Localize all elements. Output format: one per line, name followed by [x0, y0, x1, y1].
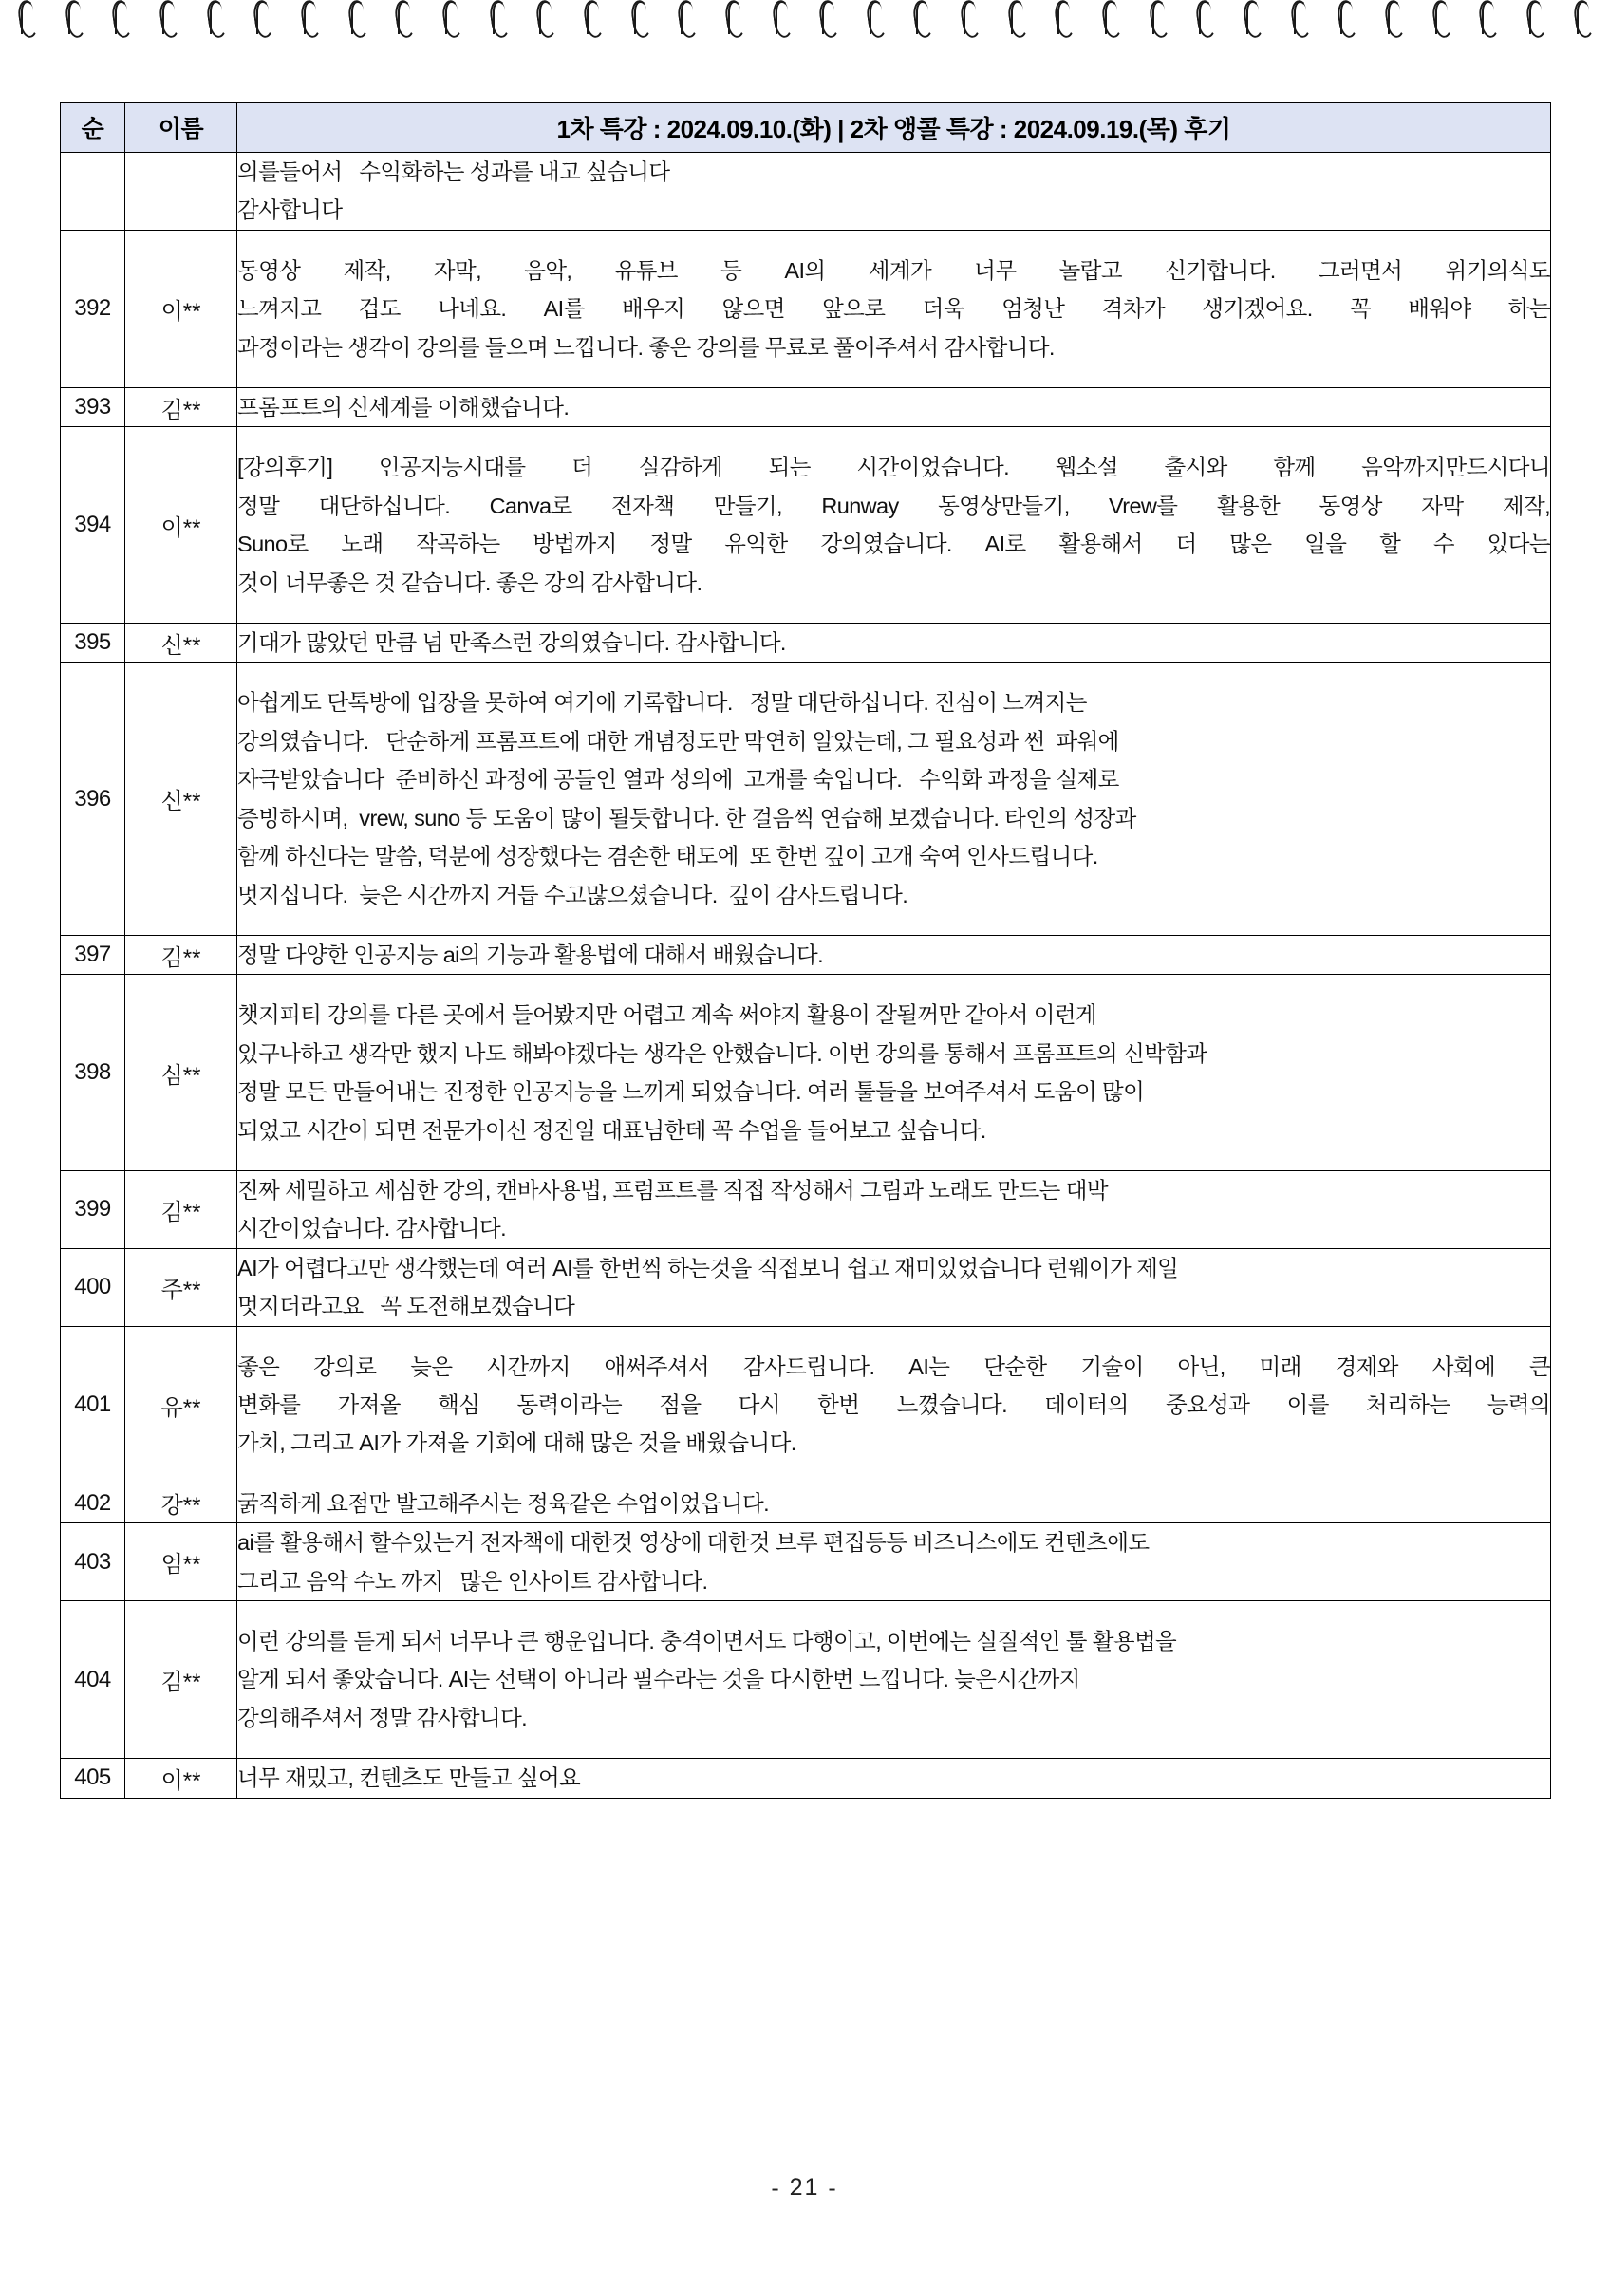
review-text-line: 되었고 시간이 되면 전문가이신 정진일 대표님한테 꼭 수업을 들어보고 싶습니다. [237, 1117, 986, 1143]
cell-number: 392 [61, 230, 125, 387]
spiral-ring-icon [960, 0, 979, 38]
spiral-ring-icon [1525, 0, 1544, 38]
cell-number: 400 [61, 1248, 125, 1326]
table-row [61, 1326, 1551, 1484]
cell-review-text [237, 663, 1551, 935]
cell-review-text [237, 1248, 1551, 1326]
table-row [61, 388, 1551, 427]
cell-number: 403 [61, 1523, 125, 1601]
review-text-line: 감사합니다 [237, 197, 343, 223]
cell-review-text [237, 975, 1551, 1171]
table-row [61, 1484, 1551, 1522]
cell-review-text [237, 230, 1551, 387]
cell-name: 엄** [125, 1523, 237, 1601]
review-text-line: 것이 너무좋은 것 같습니다. 좋은 강의 감사합니다. [237, 569, 702, 595]
spiral-ring-icon [253, 0, 271, 38]
review-text-line: 굵직하게 요점만 발고해주시는 정육같은 수업이었읍니다. [237, 1490, 770, 1516]
cell-review-text [237, 935, 1551, 974]
table-row [61, 153, 1551, 231]
cell-name: 김** [125, 388, 237, 427]
spiral-ring-icon [677, 0, 696, 38]
review-text-line: 멋지더라고요 꼭 도전해보겠습니다 [237, 1294, 575, 1319]
spiral-ring-icon [489, 0, 508, 38]
cell-name: 신** [125, 624, 237, 663]
review-text-line: 멋지십니다. 늦은 시간까지 거듭 수고많으셨습니다. 깊이 감사드립니다. [237, 882, 908, 907]
spiral-ring-icon [535, 0, 554, 38]
spiral-ring-icon [724, 0, 743, 38]
review-text-line: 강의였습니다. 단순하게 프롬프트에 대한 개념정도만 막연히 알았는데, 그 필요성과 썬 파워에 [237, 728, 1119, 754]
review-text-line: 느껴지고 겁도 나네요. AI를 배우지 않으면 앞으로 더욱 엄청난 격차가 생기겠어요. 꼭 배워야 하는 [237, 296, 1550, 322]
cell-name [125, 153, 237, 231]
column-header-name: 이름 [125, 103, 237, 153]
cell-number: 394 [61, 427, 125, 624]
spiral-binding [0, 0, 1609, 44]
cell-number: 397 [61, 935, 125, 974]
review-text-line: ai를 활용해서 할수있는거 전자책에 대한것 영상에 대한것 브루 편집등등 비즈니스에도 컨텐츠에도 [237, 1530, 1150, 1556]
cell-number: 398 [61, 975, 125, 1171]
cell-name: 유** [125, 1326, 237, 1484]
review-text-line: 함께 하신다는 말씀, 덕분에 성장했다는 겸손한 태도에 또 한번 깊이 고개 숙여 인사드립니다. [237, 844, 1098, 869]
table-row [61, 1759, 1551, 1798]
review-text-line: 정말 모든 만들어내는 진정한 인공지능을 느끼게 되었습니다. 여러 툴들을 보여주셔서 도움이 많이 [237, 1079, 1145, 1105]
cell-number: 395 [61, 624, 125, 663]
table-row [61, 1523, 1551, 1601]
review-text-line: 그리고 음악 수노 까지 많은 인사이트 감사합니다. [237, 1568, 708, 1594]
table-row [61, 624, 1551, 663]
spiral-ring-icon [1007, 0, 1026, 38]
spiral-ring-icon [300, 0, 319, 38]
cell-name: 강** [125, 1484, 237, 1522]
spiral-ring-icon [206, 0, 225, 38]
cell-review-text [237, 1759, 1551, 1798]
spiral-ring-icon [1384, 0, 1403, 38]
review-table [60, 102, 1551, 1799]
review-text-line: 시간이었습니다. 감사합니다. [237, 1216, 506, 1241]
cell-name: 이** [125, 230, 237, 387]
review-text-line: 챗지피티 강의를 다른 곳에서 들어봤지만 어렵고 계속 써야지 활용이 잘될꺼만 같아서 이런게 [237, 1002, 1097, 1028]
spiral-ring-icon [1431, 0, 1450, 38]
spiral-ring-icon [630, 0, 649, 38]
column-header-review: 1차 특강 : 2024.09.10.(화) | 2차 앵콜 특강 : 2024.09.19.(목) 후기 [237, 103, 1551, 153]
review-text-line: 가치, 그리고 AI가 가져올 기회에 대해 많은 것을 배웠습니다. [237, 1430, 796, 1456]
spiral-ring-icon [1054, 0, 1073, 38]
spiral-ring-icon [159, 0, 178, 38]
cell-number: 396 [61, 663, 125, 935]
review-text-line: 있구나하고 생각만 했지 나도 해봐야겠다는 생각은 안했습니다. 이번 강의를 통해서 프롬프트의 신박함과 [237, 1040, 1207, 1066]
table-row [61, 1601, 1551, 1759]
spiral-ring-icon [347, 0, 366, 38]
review-text-line: 이런 강의를 듣게 되서 너무나 큰 행운입니다. 충격이면서도 다행이고, 이번에는 실질적인 툴 활용법을 [237, 1629, 1177, 1653]
cell-review-text [237, 388, 1551, 427]
spiral-ring-icon [1290, 0, 1309, 38]
review-text-line: 알게 되서 좋았습니다. AI는 선택이 아니라 필수라는 것을 다시한번 느낍니다. 늦은시간까지 [237, 1667, 1080, 1692]
cell-review-text [237, 1326, 1551, 1484]
spiral-ring-icon [1478, 0, 1497, 38]
spiral-ring-icon [65, 0, 84, 38]
cell-name: 김** [125, 1170, 237, 1248]
cell-review-text [237, 427, 1551, 624]
review-text-line: 정말 다양한 인공지능 ai의 기능과 활용법에 대해서 배웠습니다. [237, 942, 824, 967]
review-text-line: 변화를 가져올 핵심 동력이라는 점을 다시 한번 느꼈습니다. 데이터의 중요성과 이를 처리하는 능력의 [237, 1391, 1550, 1417]
page-sheet [0, 44, 1609, 2296]
cell-review-text [237, 1523, 1551, 1601]
review-text-line: 기대가 많았던 만큼 넘 만족스런 강의였습니다. 감사합니다. [237, 630, 786, 656]
review-text-line: 강의해주셔서 정말 감사합니다. [237, 1705, 528, 1730]
spiral-ring-icon [772, 0, 791, 38]
table-header-row [61, 103, 1551, 153]
spiral-ring-icon [17, 0, 36, 38]
review-text-line: 동영상 제작, 자막, 음악, 유튜브 등 AI의 세계가 너무 놀랍고 신기합니다. 그러면서 위기의식도 [237, 257, 1550, 283]
spiral-ring-icon [1149, 0, 1168, 38]
review-table-container [60, 102, 1550, 1799]
spiral-ring-icon [1243, 0, 1262, 38]
table-row [61, 427, 1551, 624]
cell-number: 401 [61, 1326, 125, 1484]
spiral-ring-icon [583, 0, 602, 38]
cell-name: 심** [125, 975, 237, 1171]
table-row [61, 1248, 1551, 1326]
cell-review-text [237, 1170, 1551, 1248]
cell-review-text [237, 1484, 1551, 1522]
cell-review-text [237, 1601, 1551, 1759]
table-row [61, 663, 1551, 935]
cell-name: 김** [125, 935, 237, 974]
spiral-ring-icon [818, 0, 837, 38]
cell-name: 신** [125, 663, 237, 935]
cell-review-text [237, 624, 1551, 663]
cell-number: 399 [61, 1170, 125, 1248]
table-header [61, 103, 1551, 153]
page-number: - 21 - [771, 2175, 838, 2201]
table-row [61, 1170, 1551, 1248]
cell-name: 김** [125, 1601, 237, 1759]
table-row [61, 975, 1551, 1171]
spiral-ring-icon [441, 0, 460, 38]
spiral-ring-icon [394, 0, 413, 38]
review-text-line: 아쉽게도 단톡방에 입장을 못하여 여기에 기록합니다. 정말 대단하십니다. 진심이 느껴지는 [237, 690, 1087, 716]
table-row [61, 230, 1551, 387]
cell-number: 405 [61, 1759, 125, 1798]
table-body [61, 153, 1551, 1799]
spiral-ring-icon [1101, 0, 1120, 38]
review-text-line: 증빙하시며, vrew, suno 등 도움이 많이 될듯합니다. 한 걸음씩 연습해 보겠습니다. 타인의 성장과 [237, 805, 1136, 831]
review-text-line: 자극받았습니다 준비하신 과정에 공들인 열과 성의에 고개를 숙입니다. 수익화 과정을 실제로 [237, 767, 1119, 793]
cell-review-text [237, 153, 1551, 231]
review-text-line: Suno로 노래 작곡하는 방법까지 정말 유익한 강의였습니다. AI로 활용해서 더 많은 일을 할 수 있다는 [237, 532, 1550, 557]
spiral-ring-icon [912, 0, 931, 38]
review-text-line: 너무 재밌고, 컨텐츠도 만들고 싶어요 [237, 1765, 581, 1791]
cell-name: 이** [125, 1759, 237, 1798]
cell-name: 이** [125, 427, 237, 624]
spiral-ring-icon [1195, 0, 1214, 38]
cell-number: 393 [61, 388, 125, 427]
spiral-ring-icon [1337, 0, 1356, 38]
spiral-ring-icon [866, 0, 885, 38]
spiral-ring-icon [111, 0, 130, 38]
cell-name: 주** [125, 1248, 237, 1326]
review-text-line: AI가 어렵다고만 생각했는데 여러 AI를 한번씩 하는것을 직접보니 쉽고 재미있었습니다 런웨이가 제일 [237, 1255, 1179, 1280]
review-text-line: [강의후기] 인공지능시대를 더 실감하게 되는 시간이었습니다. 웹소설 출시와 함께 음악까지만드시다니 [237, 455, 1550, 480]
spiral-ring-icon [1573, 0, 1592, 38]
cell-number [61, 153, 125, 231]
column-header-number: 순 [61, 103, 125, 153]
review-text-line: 프롬프트의 신세계를 이해했습니다. [237, 395, 570, 420]
review-text-line: 의를들어서 수익화하는 성과를 내고 싶습니다 [237, 159, 670, 184]
review-text-line: 진짜 세밀하고 세심한 강의, 캔바사용법, 프럼프트를 직접 작성해서 그림과 노래도 만드는 대박 [237, 1177, 1108, 1203]
cell-number: 402 [61, 1484, 125, 1522]
cell-number: 404 [61, 1601, 125, 1759]
review-text-line: 과정이라는 생각이 강의를 들으며 느낍니다. 좋은 강의를 무료로 풀어주셔서 감사합니다. [237, 334, 1055, 360]
table-row [61, 935, 1551, 974]
review-text-line: 정말 대단하십니다. Canva로 전자책 만들기, Runway 동영상만들기, Vrew를 활용한 동영상 자막 제작, [237, 493, 1550, 518]
review-text-line: 좋은 강의로 늦은 시간까지 애써주셔서 감사드립니다. AI는 단순한 기술이 아닌, 미래 경제와 사회에 큰 [237, 1353, 1550, 1379]
